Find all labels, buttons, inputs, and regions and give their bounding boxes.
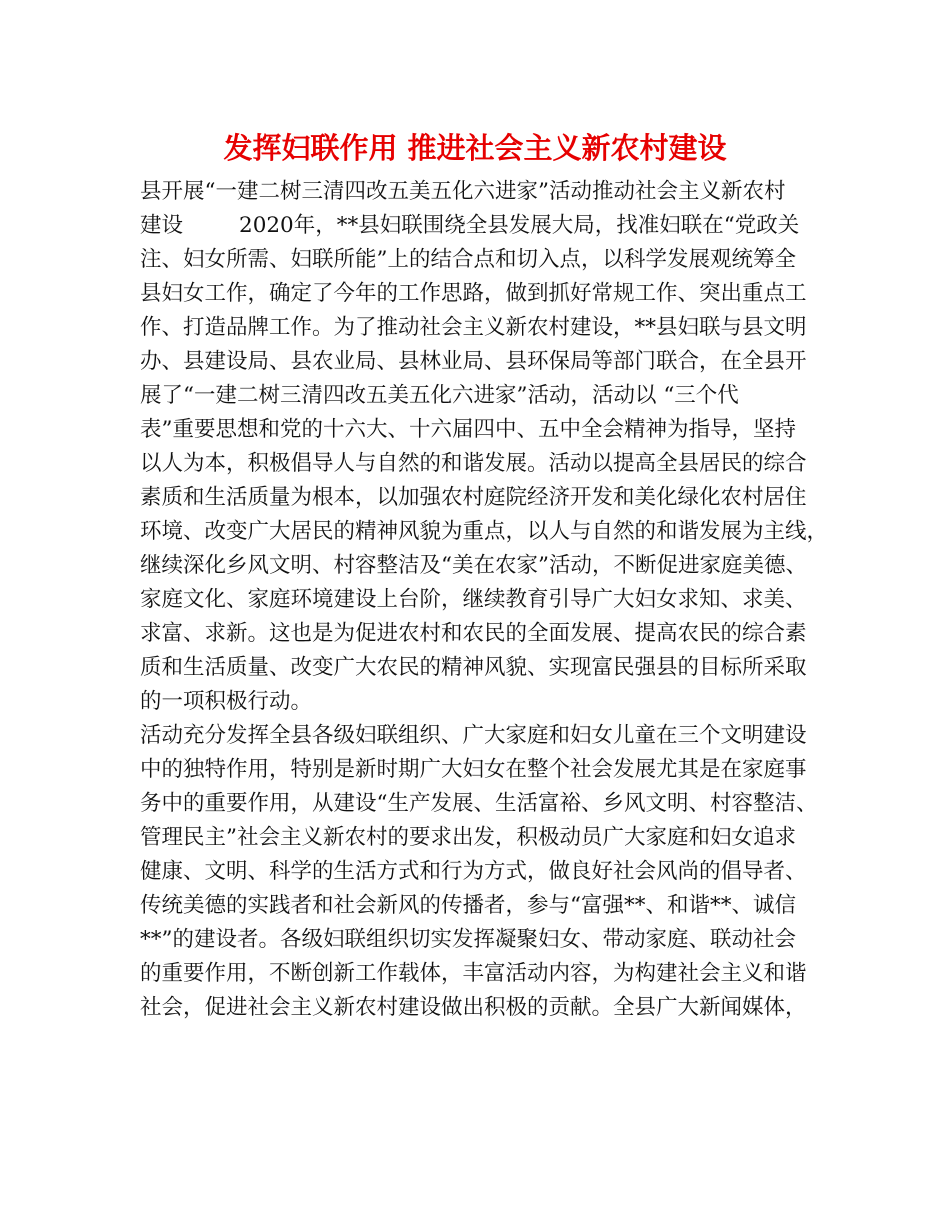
body-line: 的重要作用，不断创新工作载体，丰富活动内容，为构建社会主义和谐 bbox=[140, 961, 807, 986]
body-line bbox=[140, 209, 820, 243]
body-line: 中的独特作用，特别是新时期广大妇女在整个社会发展尤其是在家庭事 bbox=[140, 757, 807, 782]
body-line: 管理民主”社会主义新农村的要求出发，积极动员广大家庭和妇女追求 bbox=[140, 825, 796, 850]
body-line: 以人为本，积极倡导人与自然的和谐发展。活动以提高全县居民的综合 bbox=[140, 451, 807, 476]
body-line-segment: 2020年，**县妇联围绕全县发展大局，找准妇联在“党政关 bbox=[239, 213, 800, 238]
body-line: 作、打造品牌工作。为了推动社会主义新农村建设，**县妇联与县文明 bbox=[140, 315, 807, 340]
body-line: 活动充分发挥全县各级妇联组织、广大家庭和妇女儿童在三个文明建设 bbox=[140, 723, 807, 748]
body-line: 求富、求新。这也是为促进农村和农民的全面发展、提高农民的综合素 bbox=[140, 621, 807, 646]
body-line: 县开展“一建二树三清四改五美五化六进家”活动推动社会主义新农村 bbox=[140, 179, 786, 204]
body-line: 务中的重要作用，从建设“生产发展、生活富裕、乡风文明、村容整洁、 bbox=[140, 791, 818, 816]
body-line: 健康、文明、科学的生活方式和行为方式，做良好社会风尚的倡导者、 bbox=[140, 859, 807, 884]
body-line: 县妇女工作，确定了今年的工作思路，做到抓好常规工作、突出重点工 bbox=[140, 281, 807, 306]
body-line: 质和生活质量、改变广大农民的精神风貌、实现富民强县的目标所采取 bbox=[140, 655, 807, 680]
body-line: **”的建设者。各级妇联组织切实发挥凝聚妇女、带动家庭、联动社会 bbox=[140, 927, 796, 952]
body-line: 注、妇女所需、妇联所能”上的结合点和切入点，以科学发展观统筹全 bbox=[140, 247, 796, 272]
body-line: 继续深化乡风文明、村容整洁及“美在农家”活动，不断促进家庭美德、 bbox=[140, 553, 807, 578]
body-line: 环境、改变广大居民的精神风貌为重点，以人与自然的和谐发展为主线， bbox=[140, 519, 829, 544]
body-line: 传统美德的实践者和社会新风的传播者，参与“富强**、和谐**、诚信 bbox=[140, 893, 796, 918]
body-line: 社会，促进社会主义新农村建设做出积极的贡献。全县广大新闻媒体， bbox=[140, 995, 807, 1020]
document-body bbox=[140, 175, 829, 1025]
body-line: 素质和生活质量为根本，以加强农村庭院经济开发和美化绿化农村居住 bbox=[140, 485, 807, 510]
body-line: 表”重要思想和党的十六大、十六届四中、五中全会精神为指导，坚持 bbox=[140, 417, 796, 442]
body-line: 的一项积极行动。 bbox=[140, 689, 313, 714]
body-line-segment: 建设 bbox=[140, 213, 184, 238]
document-title: 发挥妇联作用 推进社会主义新农村建设 bbox=[223, 131, 727, 165]
body-line: 办、县建设局、县农业局、县林业局、县环保局等部门联合，在全县开 bbox=[140, 349, 807, 374]
body-line: 家庭文化、家庭环境建设上台阶，继续教育引导广大妇女求知、求美、 bbox=[140, 587, 807, 612]
body-line: 展了“一建二树三清四改五美五化六进家”活动，活动以 “三个代 bbox=[140, 383, 739, 408]
